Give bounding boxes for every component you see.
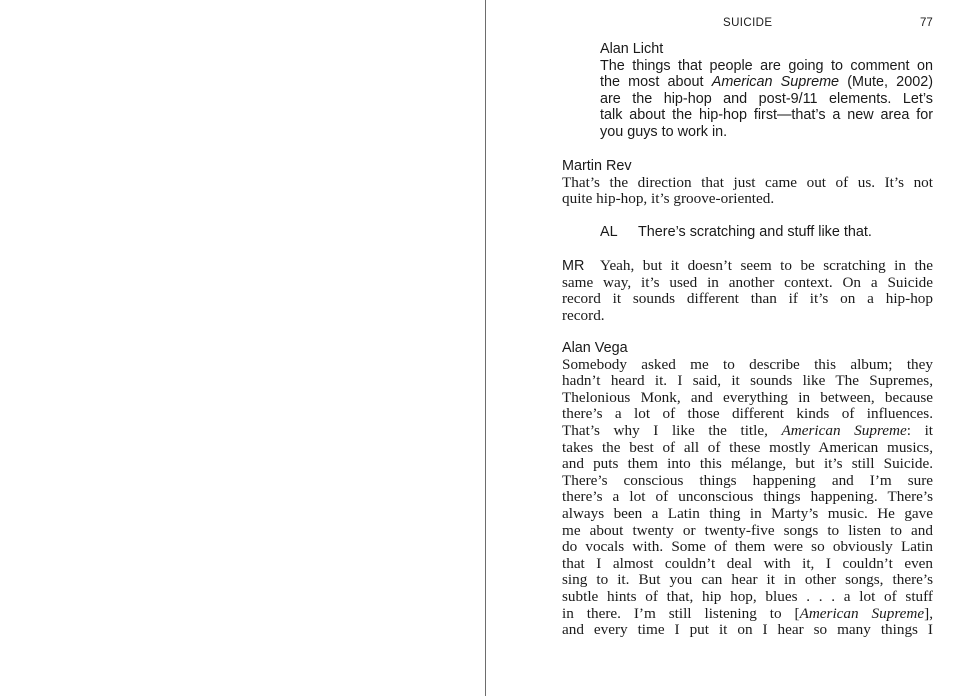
answer-martin-rev bbox=[562, 158, 933, 208]
text-line: always been a Latin thing in Marty’s music. He gave bbox=[562, 504, 933, 522]
left-page bbox=[0, 0, 485, 696]
album-title-italic: American Supreme bbox=[711, 74, 840, 91]
text-line: and every time I put it on I hear so many things I bbox=[562, 621, 933, 639]
text-line: That’s the direction that just came out of us. It’s not bbox=[562, 173, 933, 191]
answer-alan-vega bbox=[562, 340, 933, 639]
text-line: Thelonious Monk, and everything in between, because bbox=[562, 388, 933, 406]
text-line: do vocals with. Some of them were so obviously Latin bbox=[562, 538, 933, 556]
text-line: takes the best of all of these mostly American musics, bbox=[562, 438, 933, 456]
speaker-abbr: AL bbox=[600, 224, 618, 240]
text-line: you guys to work in. bbox=[600, 123, 728, 140]
text-line: The things that people are going to comment on bbox=[600, 57, 933, 74]
text-line: There’s conscious things happening and I’m sure bbox=[562, 471, 933, 489]
text-line: same way, it’s used in another context. On a Suicide bbox=[562, 273, 933, 291]
page-number: 77 bbox=[920, 17, 933, 29]
remark-al bbox=[600, 224, 933, 241]
text-line: in there. I’m still listening to [American Supreme], bbox=[562, 604, 933, 622]
running-head: SUICIDE bbox=[723, 17, 773, 29]
text-line: MR Yeah, but it doesn’t seem to be scratching in the bbox=[562, 257, 933, 274]
text-line: record. bbox=[562, 306, 605, 324]
album-title-italic: American Supreme bbox=[799, 604, 925, 622]
album-title-italic: American Supreme bbox=[781, 421, 907, 439]
remark-text: There’s scratching and stuff like that. bbox=[638, 224, 872, 240]
text-line: hadn’t heard it. I said, it sounds like The Supremes, bbox=[562, 372, 933, 390]
text-line: me about twenty or twenty-five songs to listen to and bbox=[562, 521, 933, 539]
text-line: Somebody asked me to describe this album; they bbox=[562, 355, 933, 373]
question-alan-licht bbox=[600, 41, 933, 141]
text-line: and puts them into this mélange, but it’s still Suicide. bbox=[562, 455, 933, 473]
speaker-name: Martin Rev bbox=[562, 158, 632, 174]
text-line: the most about American Supreme (Mute, 2002) bbox=[600, 74, 933, 91]
text-line: quite hip-hop, it’s groove-oriented. bbox=[562, 190, 775, 208]
text-line: that I almost couldn’t deal with it, I couldn’t even bbox=[562, 554, 933, 572]
text-line: talk about the hip-hop first—that’s a new area for bbox=[600, 107, 933, 124]
text-line: That’s why I like the title, American Supreme: it bbox=[562, 421, 934, 439]
text-line: subtle hints of that, hip hop, blues . . . a lot of stuff bbox=[562, 587, 933, 605]
speaker-abbr: MR bbox=[562, 258, 585, 274]
speaker-name: Alan Vega bbox=[562, 340, 628, 356]
text-line: record it sounds different than if it’s on a hip-hop bbox=[562, 290, 933, 308]
text-line: there’s a lot of those different kinds of influences. bbox=[562, 405, 933, 423]
speaker-name: Alan Licht bbox=[600, 41, 664, 57]
text-line: there’s a lot of unconscious things happening. There’s bbox=[562, 488, 933, 506]
text-line: are the hip-hop and post-9/11 elements. Let’s bbox=[600, 90, 933, 107]
right-page bbox=[486, 0, 971, 696]
answer-mr bbox=[562, 258, 933, 324]
text-line: sing to it. But you can hear it in other songs, there’s bbox=[562, 571, 933, 589]
